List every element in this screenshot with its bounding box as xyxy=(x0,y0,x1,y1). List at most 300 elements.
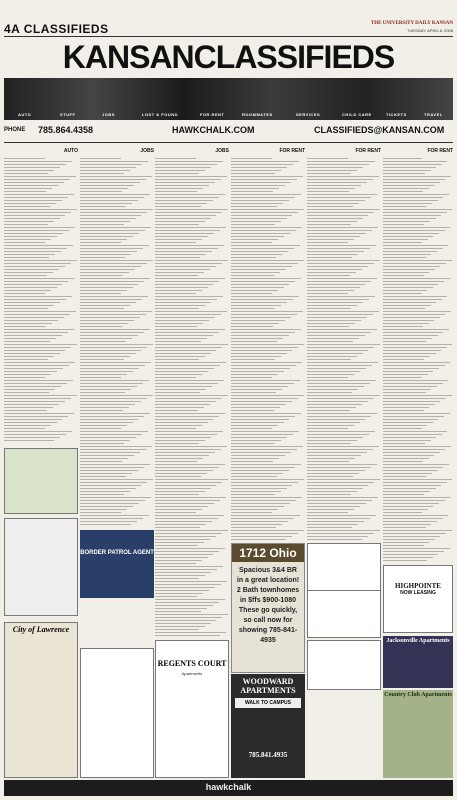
text-line xyxy=(383,317,440,318)
text-line xyxy=(231,170,281,171)
text-line xyxy=(4,209,77,210)
text-line xyxy=(80,206,126,207)
text-line xyxy=(231,377,272,378)
text-line xyxy=(155,188,203,189)
text-line xyxy=(80,413,150,414)
text-line xyxy=(383,416,444,417)
text-line xyxy=(4,368,63,369)
text-line xyxy=(4,266,65,267)
column-text-5 xyxy=(307,158,381,542)
text-line xyxy=(80,359,124,360)
text-line xyxy=(4,386,61,387)
contact-rule xyxy=(4,142,453,143)
text-line xyxy=(231,491,281,492)
text-line xyxy=(80,221,130,222)
text-line xyxy=(80,350,141,351)
text-line xyxy=(155,398,222,399)
text-line xyxy=(231,488,287,489)
text-line xyxy=(80,470,138,471)
text-line xyxy=(307,536,368,537)
text-line xyxy=(80,467,144,468)
text-line xyxy=(155,326,197,327)
text-line xyxy=(383,200,438,201)
text-line xyxy=(155,503,214,504)
text-line xyxy=(155,494,199,495)
text-line xyxy=(307,257,352,258)
text-line xyxy=(4,293,45,294)
text-line xyxy=(155,476,201,477)
text-line xyxy=(4,311,76,312)
text-line xyxy=(4,251,61,252)
text-line xyxy=(231,269,286,270)
text-line xyxy=(80,311,152,312)
text-line xyxy=(80,416,144,417)
masthead: KANSANCLASSIFIEDS xyxy=(62,39,395,75)
text-line xyxy=(307,383,370,384)
text-line xyxy=(4,221,54,222)
text-line xyxy=(155,431,223,432)
text-line xyxy=(80,326,122,327)
text-line xyxy=(231,233,290,234)
text-line xyxy=(155,626,205,627)
text-line xyxy=(307,422,360,423)
text-line xyxy=(307,317,367,318)
text-line xyxy=(307,497,378,498)
text-line xyxy=(383,389,431,390)
text-line xyxy=(4,425,51,426)
text-line xyxy=(155,368,214,369)
text-line xyxy=(155,380,224,381)
text-line xyxy=(307,272,356,273)
text-line xyxy=(4,245,73,246)
text-line xyxy=(307,338,359,339)
text-line xyxy=(4,299,66,300)
text-line xyxy=(155,566,223,567)
text-line xyxy=(383,269,435,270)
text-line xyxy=(383,350,441,351)
text-line xyxy=(155,233,214,234)
text-line xyxy=(155,482,222,483)
text-line xyxy=(80,242,121,243)
text-line xyxy=(383,455,434,456)
text-line xyxy=(383,395,452,396)
text-line xyxy=(307,539,362,540)
text-line xyxy=(383,536,440,537)
text-line xyxy=(383,287,433,288)
text-line xyxy=(80,164,142,165)
text-line xyxy=(231,353,287,354)
text-line xyxy=(155,542,204,543)
text-line xyxy=(4,359,48,360)
footer-bar xyxy=(4,780,453,796)
text-line xyxy=(155,263,222,264)
text-line xyxy=(80,269,135,270)
text-line xyxy=(307,197,371,198)
text-line xyxy=(307,359,351,360)
text-line xyxy=(231,314,297,315)
text-line xyxy=(383,497,450,498)
text-line xyxy=(155,353,211,354)
text-line xyxy=(4,428,45,429)
colhead-for-rent-3: FOR RENT xyxy=(427,148,453,154)
text-line xyxy=(383,167,436,168)
text-line xyxy=(383,236,433,237)
text-line xyxy=(231,374,278,375)
chase-court-ad xyxy=(307,543,381,591)
text-line xyxy=(155,245,224,246)
text-line xyxy=(80,284,138,285)
text-line xyxy=(80,299,142,300)
eddingham-ad xyxy=(307,640,381,690)
text-line xyxy=(231,158,272,159)
text-line xyxy=(383,386,437,387)
text-line xyxy=(383,344,452,345)
text-line xyxy=(307,368,366,369)
text-line xyxy=(231,188,279,189)
text-line xyxy=(231,524,282,525)
text-line xyxy=(155,590,209,591)
text-line xyxy=(307,398,374,399)
text-line xyxy=(307,215,368,216)
text-line xyxy=(155,581,227,582)
text-line xyxy=(383,158,422,159)
text-line xyxy=(307,269,362,270)
ohio-body: Spacious 3&4 BR in a great location! 2 Bath townhomes in $ffs $900-1080 These go quickly, so call now for showing 785-841-4935 xyxy=(236,567,300,644)
text-line xyxy=(231,503,290,504)
text-line xyxy=(383,434,442,435)
text-line xyxy=(383,209,452,210)
text-line xyxy=(231,494,275,495)
text-line xyxy=(231,197,295,198)
text-line xyxy=(80,410,123,411)
text-line xyxy=(383,281,444,282)
text-line xyxy=(383,164,442,165)
text-line xyxy=(231,380,300,381)
text-line xyxy=(231,257,276,258)
text-line xyxy=(307,392,352,393)
jacksonville-title: Jacksonville Apartments xyxy=(386,638,450,644)
text-line xyxy=(383,524,431,525)
text-line xyxy=(307,482,374,483)
text-line xyxy=(155,623,211,624)
text-line xyxy=(231,200,289,201)
text-line xyxy=(80,194,150,195)
text-line xyxy=(383,404,435,405)
text-line xyxy=(307,293,348,294)
text-line xyxy=(307,389,358,390)
text-line xyxy=(383,428,422,429)
text-line xyxy=(80,428,121,429)
text-line xyxy=(231,293,272,294)
text-line xyxy=(4,323,52,324)
text-line xyxy=(80,488,136,489)
text-line xyxy=(307,401,368,402)
text-line xyxy=(383,485,441,486)
text-line xyxy=(80,158,121,159)
text-line xyxy=(155,545,198,546)
text-line xyxy=(80,473,132,474)
text-line xyxy=(383,479,452,480)
text-line xyxy=(307,185,361,186)
text-line xyxy=(307,326,349,327)
text-line xyxy=(383,413,450,414)
text-line xyxy=(80,305,130,306)
text-line xyxy=(307,200,365,201)
text-line xyxy=(80,227,151,228)
text-line xyxy=(4,161,72,162)
text-line xyxy=(307,236,360,237)
top-rule xyxy=(4,36,453,37)
text-line xyxy=(155,578,199,579)
text-line xyxy=(4,383,67,384)
text-line xyxy=(155,260,228,261)
text-line xyxy=(231,530,304,531)
text-line xyxy=(231,404,286,405)
text-line xyxy=(383,239,428,240)
text-line xyxy=(307,161,375,162)
text-line xyxy=(307,311,379,312)
text-line xyxy=(231,287,284,288)
text-line xyxy=(80,170,130,171)
text-line xyxy=(231,338,283,339)
text-line xyxy=(307,395,380,396)
text-line xyxy=(80,296,148,297)
text-line xyxy=(80,524,131,525)
text-line xyxy=(231,455,285,456)
text-line xyxy=(80,368,139,369)
text-line xyxy=(383,218,436,219)
text-line xyxy=(383,203,432,204)
text-line xyxy=(155,530,228,531)
text-line xyxy=(4,257,49,258)
text-line xyxy=(383,515,448,516)
text-line xyxy=(307,434,369,435)
text-line xyxy=(80,182,140,183)
text-line xyxy=(80,494,124,495)
text-line xyxy=(231,173,275,174)
text-line xyxy=(155,596,197,597)
footer-logo: hawkchalk xyxy=(205,782,252,792)
text-line xyxy=(231,296,299,297)
text-line xyxy=(80,278,150,279)
ohio-ad xyxy=(231,543,305,673)
text-line xyxy=(307,377,348,378)
hawkchalk-ad xyxy=(4,448,78,514)
text-line xyxy=(4,242,45,243)
text-line xyxy=(155,629,199,630)
text-line xyxy=(80,191,122,192)
phone-number[interactable]: 785.864.4358 xyxy=(38,125,94,135)
text-line xyxy=(155,587,215,588)
text-line xyxy=(231,164,293,165)
text-line xyxy=(383,452,440,453)
text-line xyxy=(4,395,77,396)
text-line xyxy=(155,197,219,198)
text-line xyxy=(4,290,51,291)
text-line xyxy=(307,320,361,321)
text-line xyxy=(155,299,217,300)
text-line xyxy=(383,371,433,372)
text-line xyxy=(155,305,205,306)
text-line xyxy=(155,227,226,228)
text-line xyxy=(80,401,141,402)
text-line xyxy=(231,215,292,216)
text-line xyxy=(4,437,60,438)
text-line xyxy=(155,356,205,357)
text-line xyxy=(383,527,426,528)
text-line xyxy=(307,533,374,534)
text-line xyxy=(155,467,219,468)
text-line xyxy=(4,407,53,408)
text-line xyxy=(4,371,57,372)
text-line xyxy=(231,536,292,537)
text-line xyxy=(231,398,298,399)
text-line xyxy=(80,464,150,465)
text-line xyxy=(231,515,300,516)
text-line xyxy=(155,560,202,561)
text-line xyxy=(155,224,199,225)
text-line xyxy=(231,305,281,306)
text-line xyxy=(155,584,221,585)
column-text-3 xyxy=(155,158,229,638)
text-line xyxy=(80,239,127,240)
text-line xyxy=(4,314,70,315)
text-line xyxy=(231,461,273,462)
text-line xyxy=(155,194,225,195)
text-line xyxy=(80,392,125,393)
text-line xyxy=(155,392,200,393)
text-line xyxy=(231,479,304,480)
text-line xyxy=(80,308,124,309)
text-line xyxy=(231,299,293,300)
text-line xyxy=(80,197,144,198)
text-line xyxy=(307,341,353,342)
text-line xyxy=(307,356,357,357)
text-line xyxy=(383,437,436,438)
text-line xyxy=(155,212,222,213)
text-line xyxy=(4,287,57,288)
text-line xyxy=(4,284,62,285)
text-line xyxy=(80,479,153,480)
text-line xyxy=(155,158,196,159)
text-line xyxy=(4,353,60,354)
text-line xyxy=(231,395,304,396)
text-line xyxy=(383,290,427,291)
text-line xyxy=(80,215,141,216)
text-line xyxy=(80,386,137,387)
text-line xyxy=(383,188,429,189)
text-line xyxy=(383,359,424,360)
text-line xyxy=(155,350,216,351)
text-line xyxy=(4,188,52,189)
text-line xyxy=(231,521,288,522)
text-line xyxy=(231,446,303,447)
text-line xyxy=(80,251,137,252)
text-line xyxy=(155,407,204,408)
text-line xyxy=(155,389,206,390)
text-line xyxy=(80,407,129,408)
email-link[interactable]: CLASSIFIEDS@KANSAN.COM xyxy=(314,125,445,135)
text-line xyxy=(307,290,354,291)
text-line xyxy=(80,290,127,291)
text-line xyxy=(4,203,56,204)
text-line xyxy=(383,368,439,369)
text-line xyxy=(155,164,217,165)
text-line xyxy=(80,254,131,255)
text-line xyxy=(307,491,357,492)
text-line xyxy=(231,224,275,225)
text-line xyxy=(4,278,74,279)
text-line xyxy=(231,512,272,513)
text-line xyxy=(80,188,128,189)
text-line xyxy=(383,476,426,477)
text-line xyxy=(383,284,438,285)
text-line xyxy=(383,308,425,309)
text-line xyxy=(307,419,365,420)
text-line xyxy=(80,260,153,261)
text-line xyxy=(4,392,49,393)
tuckaway-ad xyxy=(307,590,381,638)
text-line xyxy=(80,497,151,498)
text-line xyxy=(80,173,124,174)
woodward-ad xyxy=(231,674,305,778)
text-line xyxy=(231,332,295,333)
text-line xyxy=(231,407,280,408)
text-line xyxy=(80,233,139,234)
text-line xyxy=(155,413,225,414)
text-line xyxy=(80,320,134,321)
jacksonville-ad xyxy=(383,636,453,688)
text-line xyxy=(383,383,443,384)
text-line xyxy=(307,305,357,306)
text-line xyxy=(80,209,153,210)
text-line xyxy=(80,272,129,273)
text-line xyxy=(4,182,64,183)
text-line xyxy=(231,272,280,273)
web-link[interactable]: HAWKCHALK.COM xyxy=(172,125,255,135)
text-line xyxy=(4,206,50,207)
text-line xyxy=(383,554,438,555)
text-line xyxy=(4,389,55,390)
text-line xyxy=(307,515,376,516)
text-line xyxy=(383,542,429,543)
difference-ad xyxy=(4,518,78,616)
text-line xyxy=(231,176,303,177)
text-line xyxy=(231,203,283,204)
text-line xyxy=(155,440,205,441)
text-line xyxy=(383,353,436,354)
text-line xyxy=(80,491,130,492)
text-line xyxy=(383,296,447,297)
issue-date: TUESDAY, APRIL 8, 2008 xyxy=(407,28,453,33)
text-line xyxy=(307,233,366,234)
text-line xyxy=(231,458,279,459)
text-line xyxy=(231,527,276,528)
regents-subtitle: Apartments xyxy=(181,671,203,676)
text-line xyxy=(80,230,145,231)
text-line xyxy=(231,344,304,345)
text-line xyxy=(80,353,136,354)
text-line xyxy=(307,455,361,456)
text-line xyxy=(383,407,429,408)
text-line xyxy=(4,365,69,366)
text-line xyxy=(80,515,149,516)
text-line xyxy=(231,389,282,390)
text-line xyxy=(4,170,54,171)
text-line xyxy=(155,500,220,501)
text-line xyxy=(155,248,218,249)
category-lost-found: LOST & FOUND xyxy=(142,112,178,117)
